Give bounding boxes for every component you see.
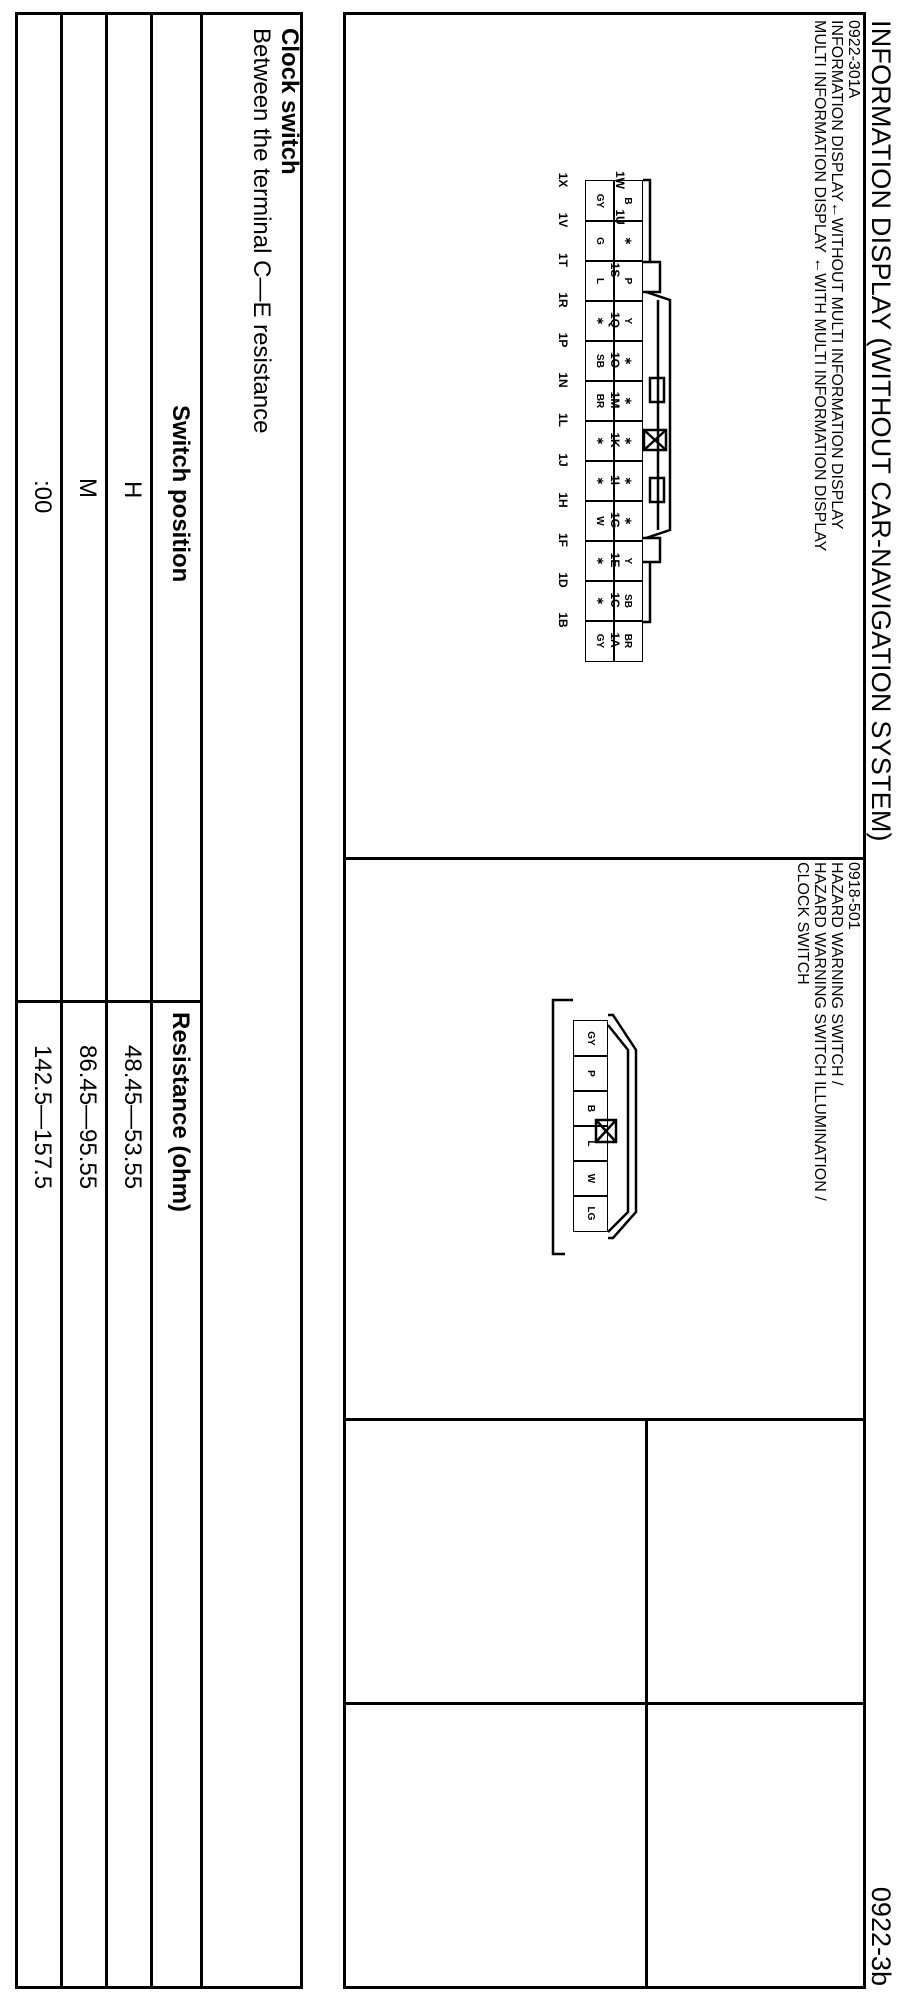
connector-b-desc-1: HAZARD WARNING SWITCH / [828,862,845,1086]
cell-r2-6: BR [585,380,615,422]
cell-r1-7: ∗ [613,420,643,462]
cell-r1-12: BR [613,620,643,662]
cell-r2-2: G [585,220,615,262]
pin-1L: 1L [556,412,570,427]
cell-r1-3: P [613,260,643,302]
connector-b-code: 0918-501 [845,862,862,930]
pin-1A: 1A [608,632,622,648]
pin-1N: 1N [556,372,570,388]
pin-1H: 1H [556,492,570,508]
pin-1J: 1J [556,453,570,467]
cell-b-3: B [573,1090,608,1127]
col-header-switch-position: Switch position [167,405,194,583]
connector-b-desc-2: HAZARD WARNING SWITCH ILLUMINATION / [811,862,828,1201]
table-row-line-3 [60,12,63,1989]
cell-b-2: P [573,1055,608,1092]
pin-1G: 1G [608,511,622,528]
pin-1Q: 1Q [608,311,622,328]
cell-r2-4: ∗ [585,300,615,342]
table-row-line-1 [150,12,153,1989]
connector-divider-2 [343,1418,866,1421]
table-title: Clock switch [276,28,303,175]
cell-r2-1: GY [585,180,615,222]
cell-r1-10: Y [613,540,643,582]
table-subtitle: Between the terminal C—E resistance [248,28,275,434]
cell-r2-10: ∗ [585,540,615,582]
pin-1U: 1U [613,209,627,225]
connector-b-outline [438,0,898,1300]
pin-1B: 1B [556,612,570,628]
cell-r2-8: ∗ [585,460,615,502]
connector-b-desc-3: CLOCK SWITCH [794,862,811,985]
pin-1S: 1S [608,262,622,278]
col-header-resistance: Resistance (ohm) [167,1012,194,1213]
cell-r2-5: SB [585,340,615,382]
row-1-resistance: 48.45—53.55 [119,1045,146,1190]
pin-1K: 1K [608,432,622,448]
pin-1W: 1W [613,171,627,189]
connector-divider-3 [343,1702,866,1705]
page-code: 0922-3b [866,1886,896,1986]
connector-divider-h [645,1418,648,1989]
cell-r2-12: GY [585,620,615,662]
table-row-line-2 [105,12,108,1989]
connector-a-desc-1: INFORMATION DISPLAY←WITHOUT MULTI INFORMATION DISPLAY [828,20,845,530]
pin-1T: 1T [556,252,570,267]
pin-1X: 1X [556,172,570,188]
row-3-resistance: 142.5—157.5 [29,1045,56,1190]
pin-1D: 1D [556,572,570,588]
pin-1O: 1O [608,351,622,368]
cell-r2-11: ∗ [585,580,615,622]
connector-a-desc-2: MULTI INFORMATION DISPLAY ←WITH MULTI INFORMATION DISPLAY [811,20,828,552]
cell-r1-11: SB [613,580,643,622]
cell-r1-1: B [613,180,643,222]
cell-r1-6: ∗ [613,380,643,422]
row-2-position: M [74,478,101,498]
cell-r2-3: L [585,260,615,302]
cell-b-4: L [573,1125,608,1162]
pin-1C: 1C [608,592,622,608]
page-title: INFORMATION DISPLAY (WITHOUT CAR-NAVIGATION SYSTEM) [866,20,896,842]
cell-r1-9: ∗ [613,500,643,542]
cell-r2-7: ∗ [585,420,615,462]
connector-a-code: 0922-301A [845,20,862,99]
cell-r1-4: Y [613,300,643,342]
pin-1R: 1R [556,292,570,308]
cell-r1-2: ∗ [613,220,643,262]
row-1-position: H [119,481,146,499]
cell-b-5: W [573,1160,608,1197]
pin-1P: 1P [556,332,570,348]
cell-r1-5: ∗ [613,340,643,382]
pin-1F: 1F [556,532,570,547]
cell-b-6: LG [573,1195,608,1232]
cell-b-1: GY [573,1020,608,1057]
table-col-divider [15,1000,203,1003]
pin-1E: 1E [608,552,622,568]
pin-1M: 1M [608,391,622,409]
row-2-resistance: 86.45—95.55 [74,1045,101,1190]
cell-r1-8: ∗ [613,460,643,502]
cell-r2-9: W [585,500,615,542]
pin-1V: 1V [556,212,570,228]
pin-1I: 1I [608,474,622,485]
row-3-position: :00 [29,480,56,514]
